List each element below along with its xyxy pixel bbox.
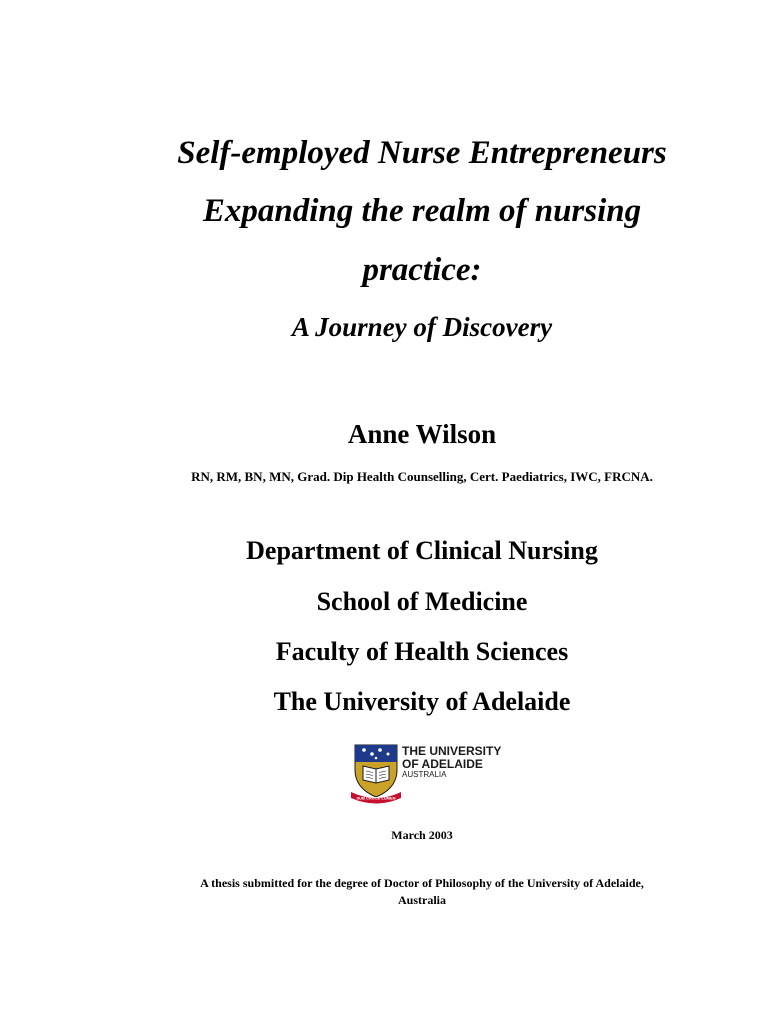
logo-name-line-1: THE UNIVERSITY	[402, 744, 502, 758]
title-line-1: Self-employed Nurse Entrepreneurs	[177, 135, 667, 171]
submission-date: March 2003	[391, 828, 453, 842]
title-line-3: practice:	[362, 252, 482, 288]
title-line-2: Expanding the realm of nursing	[202, 193, 642, 229]
thesis-statement-line-2: Australia	[398, 893, 446, 907]
logo-name-line-2: OF ADELAIDE	[402, 757, 483, 771]
university-crest-icon	[350, 742, 402, 804]
university-logo	[350, 742, 510, 804]
author-credentials: RN, RM, BN, MN, Grad. Dip Health Counselling, Cert. Paediatrics, IWC, FRCNA.	[191, 469, 653, 484]
faculty: Faculty of Health Sciences	[275, 637, 569, 666]
school: School of Medicine	[316, 587, 528, 616]
logo-motto: SUB CRUCE LUMEN	[356, 795, 396, 801]
author-name: Anne Wilson	[347, 419, 497, 449]
university: The University of Adelaide	[273, 687, 571, 716]
subtitle: A Journey of Discovery	[291, 312, 553, 342]
logo-country: AUSTRALIA	[402, 770, 447, 779]
thesis-statement-line-1: A thesis submitted for the degree of Doctor of Philosophy of the University of Adelaide,	[200, 876, 644, 890]
department: Department of Clinical Nursing	[246, 536, 598, 565]
